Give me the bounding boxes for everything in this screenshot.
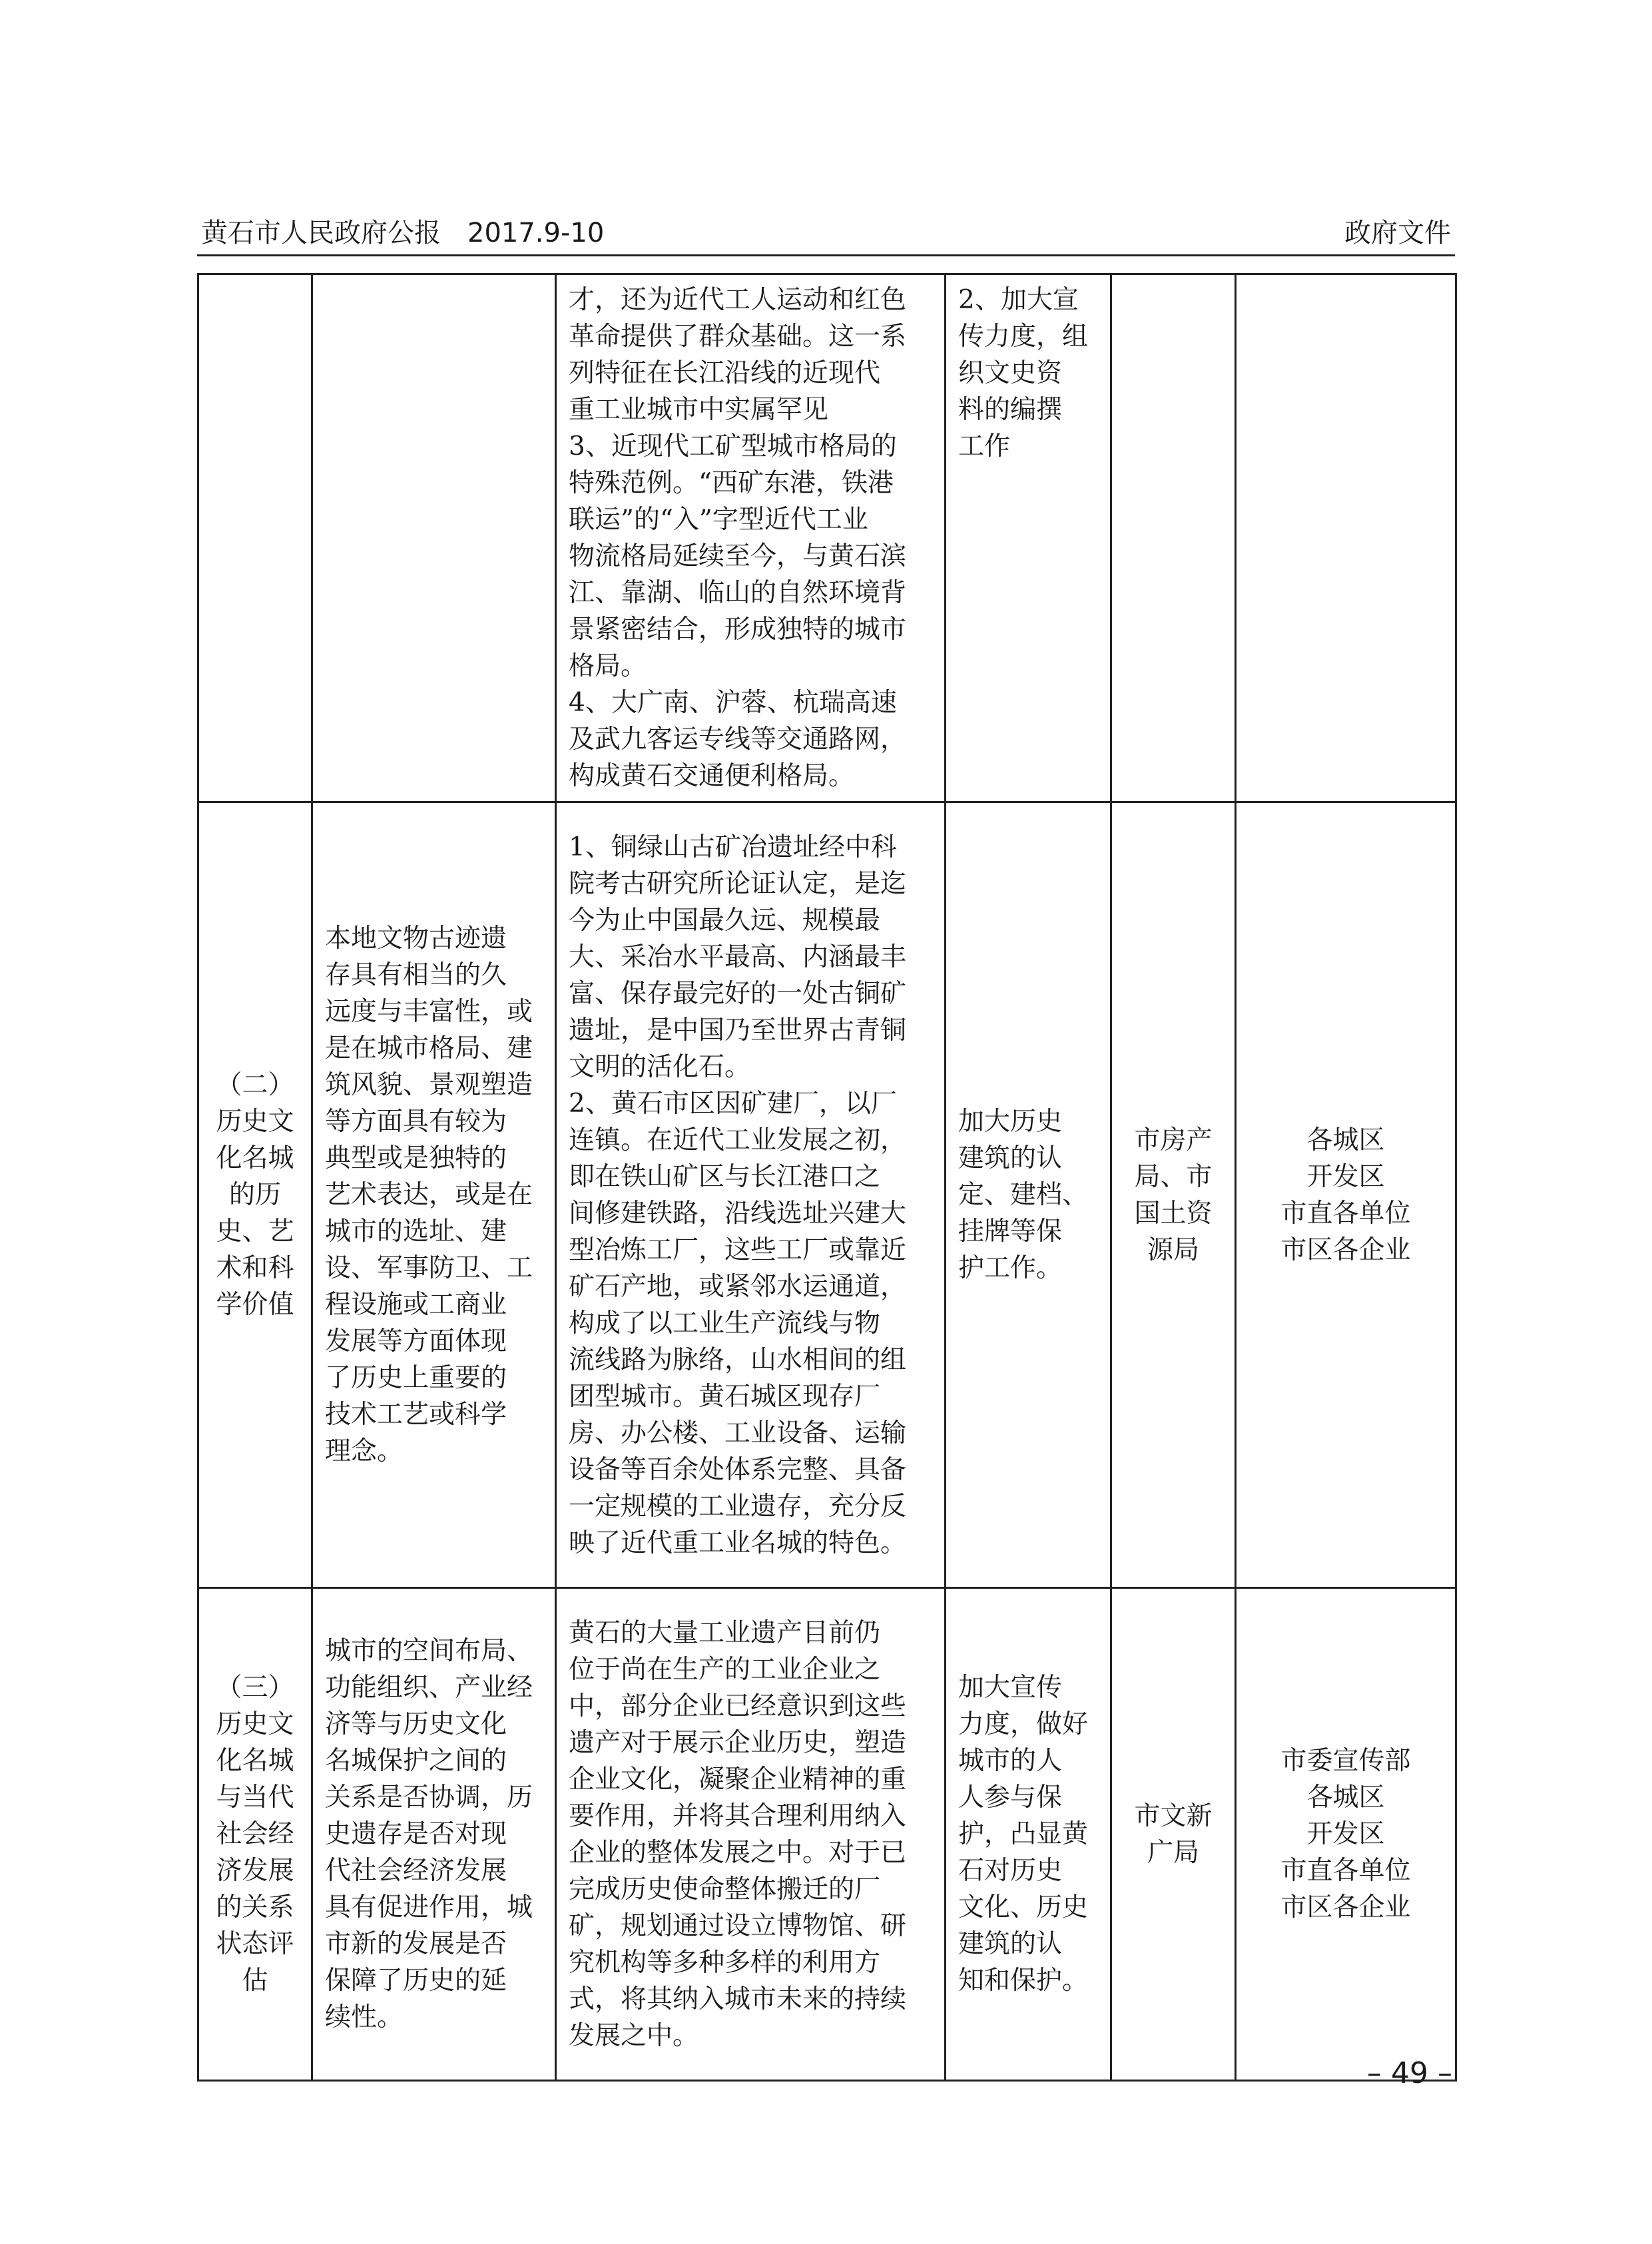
cell-lead-department [1111,802,1236,1588]
cell-evaluation-content [312,274,556,802]
cell-text-line: 化名城 [216,1143,294,1173]
cell-cooperating-departments [1236,274,1456,802]
cell-text-line: 史、艺 [216,1217,294,1247]
cell-text-line: 保障了历史的延 [325,1966,507,1996]
cell-text-line: 特殊范例。“西矿东港，铁港 [569,468,894,498]
cell-text-line: 传力度，组 [958,322,1089,352]
cell-text-line: 名城保护之间的 [325,1746,507,1776]
cell-text-line: 护工作。 [958,1253,1063,1283]
cell-text-line: 社会经 [216,1819,294,1849]
cell-text-line: （三） [216,1673,294,1703]
cell-text-line: 设、军事防卫、工 [325,1253,533,1283]
cell-lead-department [1111,274,1236,802]
cell-text-line: 4、大广南、沪蓉、杭瑞高速 [569,688,897,718]
cell-text-line: 程设施或工商业 [325,1290,507,1320]
cell-text-line: 江、靠湖、临山的自然环境背 [569,578,907,608]
cell-text-line: （二） [216,1070,294,1100]
cell-text-line: 局、市 [1134,1161,1213,1192]
cell-text-line: 1、铜绿山古矿冶遗址经中科 [569,832,897,862]
cell-text-line: 状态评 [216,1929,294,1959]
cell-text-line: 理念。 [325,1436,404,1466]
cell-text-line: 本地文物古迹遗 [325,924,507,954]
cell-text-line: 市直各单位 [1280,1856,1411,1886]
cell-text-line: 市直各单位 [1280,1198,1411,1229]
cell-text-line: 远度与丰富性，或 [325,997,533,1027]
cell-text-line: 富、保存最完好的一处古铜矿 [569,978,907,1009]
cell-text-line: 位于尚在生产的工业企业之 [569,1654,881,1685]
cell-evaluation-content [312,802,556,1588]
cell-current-status [556,274,946,802]
cell-text-line: 映了近代重工业名城的特色。 [569,1528,907,1558]
cell-text-line: 矿，规划通过设立博物馆、研 [569,1910,907,1941]
cell-text-line: 革命提供了群众基础。这一系 [569,322,907,352]
cell-text-line: 历史文 [216,1107,294,1137]
cell-text-line: 化名城 [216,1746,294,1776]
cell-evaluation-item [198,1588,312,2081]
cell-text-line: 续性。 [325,2002,404,2032]
cell-text-line: 是在城市格局、建 [325,1033,533,1063]
cell-protection-measures [946,802,1111,1588]
cell-text-line: 人参与保 [958,1783,1063,1813]
page-number: – 49 – [1367,2056,1452,2090]
cell-text-line: 完成历史使命整体搬迁的厂 [569,1874,881,1904]
cell-text-line: 源局 [1147,1235,1199,1265]
cell-text-line: 存具有相当的久 [325,960,507,990]
cell-current-status [556,802,946,1588]
cell-text-line: 文明的活化石。 [569,1051,751,1082]
cell-text-line: 建筑的认 [958,1143,1063,1173]
cell-text-line: 城市的人 [958,1746,1063,1776]
cell-cooperating-departments [1236,1588,1456,2081]
cell-text-line: 城市的选址、建 [325,1217,507,1247]
cell-text-line: 功能组织、产业经 [325,1673,533,1703]
section-title: 政府文件 [1344,218,1451,248]
cell-text-line: 济等与历史文化 [325,1709,507,1739]
cell-text-line: 遗产对于展示企业历史，塑造 [569,1727,907,1758]
cell-text-line: 与当代 [216,1783,294,1813]
cell-text-line: 护，凸显黄 [958,1819,1089,1849]
cell-text-line: 学价值 [216,1290,294,1320]
cell-text-line: 市文新 [1134,1801,1213,1831]
cell-text-line: 市区各企业 [1280,1235,1411,1265]
cell-text-line: 广局 [1147,1837,1199,1868]
cell-text-line: 加大宣传 [958,1673,1063,1703]
cell-text-line: 织文史资 [958,358,1063,388]
cell-text-line: 典型或是独特的 [325,1143,507,1173]
cell-text-line: 了历史上重要的 [325,1363,507,1393]
cell-text-line: 市新的发展是否 [325,1929,507,1959]
cell-text-line: 流线路为脉络，山水相间的组 [569,1344,907,1375]
cell-text-line: 城市的空间布局、 [325,1636,533,1666]
cell-text-line: 发展之中。 [569,2020,699,2051]
cell-text-line: 具有促进作用，城 [325,1892,533,1922]
cell-text-line: 3、近现代工矿型城市格局的 [569,431,897,461]
cell-text-line: 的关系 [216,1892,294,1922]
table-row [198,802,1456,1588]
cell-text-line: 关系是否协调，历 [325,1783,533,1813]
cell-text-line: 才，还为近代工人运动和红色 [569,285,907,315]
cell-text-line: 国土资 [1134,1198,1213,1229]
cell-text-line: 要作用，并将其合理利用纳入 [569,1801,907,1831]
cell-text-line: 矿石产地，或紧邻水运通道， [569,1271,907,1302]
cell-text-line: 团型城市。黄石城区现存厂 [569,1381,881,1412]
cell-text-line: 开发区 [1306,1819,1385,1849]
cell-text-line: 各城区 [1306,1125,1385,1155]
cell-text-line: 各城区 [1306,1783,1385,1813]
cell-text-line: 市区各企业 [1280,1892,1411,1922]
cell-text-line: 史遗存是否对现 [325,1819,507,1849]
cell-text-line: 重工业城市中实属罕见 [569,395,829,425]
cell-text-line: 2、加大宣 [958,285,1079,315]
cell-text-line: 一定规模的工业遗存，充分反 [569,1491,907,1522]
cell-lead-department [1111,1588,1236,2081]
cell-text-line: 遗址，是中国乃至世界古青铜 [569,1015,907,1045]
cell-text-line: 济发展 [216,1856,294,1886]
cell-text-line: 的历 [228,1180,281,1210]
cell-text-line: 设备等百余处体系完整、具备 [569,1454,907,1485]
cell-text-line: 院考古研究所论证认定，是迄 [569,868,907,899]
cell-text-line: 市委宣传部 [1280,1746,1411,1776]
cell-text-line: 黄石的大量工业遗产目前仍 [569,1617,881,1648]
cell-text-line: 构成了以工业生产流线与物 [569,1308,881,1338]
cell-text-line: 术和科 [216,1253,294,1283]
protection-table [197,273,1457,2082]
publication-title: 黄石市人民政府公报 2017.9-10 [201,218,605,248]
cell-text-line: 即在铁山矿区与长江港口之 [569,1161,881,1192]
cell-text-line: 加大历史 [958,1107,1063,1137]
cell-text-line: 联运”的“入”字型近代工业 [569,505,868,535]
cell-text-line: 构成黄石交通便利格局。 [569,761,855,791]
cell-text-line: 式，将其纳入城市未来的持续 [569,1984,907,2014]
cell-text-line: 今为止中国最久远、规模最 [569,905,881,936]
cell-text-line: 中，部分企业已经意识到这些 [569,1691,907,1721]
cell-text-line: 连镇。在近代工业发展之初， [569,1125,907,1155]
cell-text-line: 艺术表达，或是在 [325,1180,533,1210]
cell-cooperating-departments [1236,802,1456,1588]
cell-text-line: 等方面具有较为 [325,1107,507,1137]
cell-text-line: 列特征在长江沿线的近现代 [569,358,881,388]
cell-evaluation-item [198,802,312,1588]
cell-text-line: 料的编撰 [958,395,1063,425]
page-header [197,212,1455,256]
cell-text-line: 筑风貌、景观塑造 [325,1070,533,1100]
cell-text-line: 2、黄石市区因矿建厂，以厂 [569,1088,897,1119]
cell-protection-measures [946,274,1111,802]
cell-text-line: 力度，做好 [958,1709,1089,1739]
cell-text-line: 大、采冶水平最高、内涵最丰 [569,942,907,972]
cell-protection-measures [946,1588,1111,2081]
cell-text-line: 间修建铁路，沿线选址兴建大 [569,1198,907,1229]
cell-text-line: 代社会经济发展 [325,1856,507,1886]
cell-current-status [556,1588,946,2081]
cell-text-line: 石对历史 [958,1856,1063,1886]
cell-text-line: 知和保护。 [958,1966,1089,1996]
cell-text-line: 物流格局延续至今，与黄石滨 [569,541,907,571]
cell-text-line: 定、建档、 [958,1180,1089,1210]
cell-text-line: 景紧密结合，形成独特的城市 [569,615,907,645]
cell-evaluation-content [312,1588,556,2081]
cell-text-line: 究机构等多种多样的利用方 [569,1947,881,1978]
cell-text-line: 建筑的认 [958,1929,1063,1959]
table-row [198,274,1456,802]
cell-text-line: 型冶炼工厂，这些工厂或靠近 [569,1235,907,1265]
cell-text-line: 技术工艺或科学 [325,1400,507,1430]
cell-text-line: 企业文化，凝聚企业精神的重 [569,1764,907,1795]
cell-text-line: 发展等方面体现 [325,1326,507,1356]
cell-text-line: 企业的整体发展之中。对于已 [569,1837,907,1868]
cell-evaluation-item [198,274,312,802]
cell-text-line: 估 [242,1966,268,1996]
cell-text-line: 历史文 [216,1709,294,1739]
table-row [198,1588,1456,2081]
cell-text-line: 工作 [958,431,1011,461]
cell-text-line: 开发区 [1306,1161,1385,1192]
cell-text-line: 文化、历史 [958,1892,1089,1922]
cell-text-line: 格局。 [569,651,647,681]
cell-text-line: 市房产 [1134,1125,1213,1155]
cell-text-line: 房、办公楼、工业设备、运输 [569,1418,907,1448]
cell-text-line: 及武九客运专线等交通路网， [569,724,907,754]
cell-text-line: 挂牌等保 [958,1217,1063,1247]
